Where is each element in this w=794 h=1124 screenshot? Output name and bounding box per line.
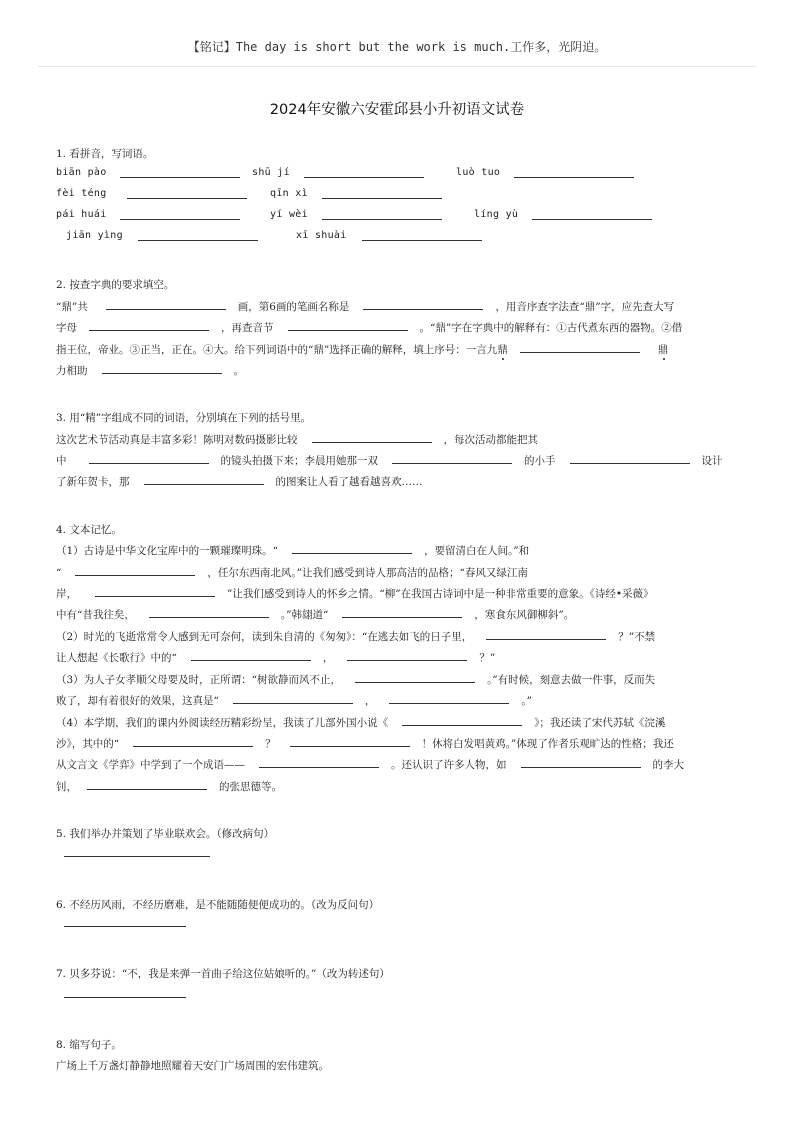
answer-blank[interactable] bbox=[106, 299, 226, 310]
answer-blank[interactable] bbox=[89, 320, 209, 331]
question-1-heading: 1. 看拼音，写词语。 bbox=[56, 148, 154, 160]
answer-blank[interactable] bbox=[75, 565, 195, 576]
pinyin-item: fèi téng bbox=[56, 188, 107, 199]
answer-blank[interactable] bbox=[355, 672, 475, 683]
question-4-line: （3）为人子女孝顺父母要及时，正所谓：“树欲静而风不止， 。”有时候，刻意去做一件事，反而失 bbox=[56, 674, 656, 686]
answer-blank[interactable] bbox=[322, 188, 442, 202]
question-4-line: 败了，却有着很好的效果，这真是“ ， 。” bbox=[56, 695, 532, 707]
header-motto: 【铭记】The day is short but the work is much.工作多，光阴迫。 bbox=[187, 40, 607, 54]
answer-blank[interactable] bbox=[144, 474, 264, 485]
answer-blank[interactable] bbox=[347, 650, 467, 661]
answer-line[interactable] bbox=[64, 846, 210, 860]
answer-blank[interactable] bbox=[392, 453, 512, 464]
pinyin-item: biān pào bbox=[56, 167, 107, 178]
question-6-heading: 6. 不经历风雨，不经历磨难，是不能随随便便成功的。（改为反问句） bbox=[56, 899, 380, 911]
question-5-heading: 5. 我们举办并策划了毕业联欢会。（修改病句） bbox=[56, 828, 275, 840]
question-2-line: 指王位，帝业。③正当，正在。④大。给下列词语中的“鼎”选择正确的解释，填上序号：一言九鼎 鼎 bbox=[56, 344, 669, 356]
answer-blank[interactable] bbox=[127, 188, 247, 202]
question-4-line: 钊， 的张思德等。 bbox=[56, 781, 282, 793]
pinyin-item: xī shuài bbox=[296, 230, 347, 241]
answer-blank[interactable] bbox=[89, 453, 209, 464]
answer-blank[interactable] bbox=[290, 736, 410, 747]
answer-blank[interactable] bbox=[149, 607, 269, 618]
question-4-line: “ ，任尔东西南北风。”让我们感受到诗人那高洁的品格；“春风又绿江南 bbox=[56, 567, 528, 579]
pinyin-item: shū jí bbox=[252, 167, 290, 178]
answer-blank[interactable] bbox=[486, 629, 606, 640]
question-4-line: （2）时光的飞逝常常令人感到无可奈何，读到朱自清的《匆匆》：“在逃去如飞的日子里， ？”不禁 bbox=[56, 631, 656, 643]
answer-line[interactable] bbox=[64, 916, 186, 930]
question-4-line: 岸， ”让我们感受到诗人的怀乡之情。“柳”在我国古诗词中是一种非常重要的意象。《诗经•采薇》 bbox=[56, 588, 654, 600]
answer-blank[interactable] bbox=[520, 342, 640, 353]
question-4-line: 中有“昔我往矣， 。”韩翃道“ ，寒食东风御柳斜”。 bbox=[56, 609, 575, 621]
pinyin-item: líng yù bbox=[474, 209, 519, 220]
question-4-line: 从文言文《学弈》中学到了一个成语—— 。还认识了许多人物，如 的李大 bbox=[56, 759, 684, 771]
question-8-heading: 8. 缩写句子。 bbox=[56, 1039, 122, 1051]
pinyin-item: luò tuo bbox=[456, 167, 501, 178]
answer-blank[interactable] bbox=[259, 757, 379, 768]
question-2-line: “鼎”共 画，第6画的笔画名称是 ，用音序查字法查“鼎”字，应先查大写 bbox=[56, 301, 675, 313]
answer-blank[interactable] bbox=[102, 363, 222, 374]
answer-blank[interactable] bbox=[363, 299, 483, 310]
answer-blank[interactable] bbox=[138, 230, 258, 244]
question-4-line: 让人想起《长歌行》中的“ ， ？” bbox=[56, 652, 496, 664]
answer-blank[interactable] bbox=[570, 453, 690, 464]
question-4-line: （4）本学期，我们的课内外阅读经历精彩纷呈，我读了儿部外国小说《 》；我还读了宋代苏轼《浣溪 bbox=[56, 717, 666, 729]
pinyin-item: yí wèi bbox=[270, 209, 308, 220]
question-3-line: 中 的镜头拍摄下来；李晨用她那一双 的小手 设计 bbox=[56, 455, 723, 467]
question-8-sentence: 广场上千万盏灯静静地照耀着天安门广场周围的宏伟建筑。 bbox=[56, 1060, 329, 1072]
answer-blank[interactable] bbox=[87, 779, 207, 790]
answer-blank[interactable] bbox=[304, 167, 424, 181]
question-2-line: 字母 ，再查音节 。“鼎”字在字典中的解释有：①古代煮东西的器物。②借 bbox=[56, 322, 683, 334]
answer-blank[interactable] bbox=[322, 209, 442, 223]
question-7-heading: 7. 贝多芬说：“不，我是来弹一首曲子给这位姑娘听的。”（改为转述句） bbox=[56, 968, 390, 980]
pinyin-item: pái huái bbox=[56, 209, 107, 220]
answer-blank[interactable] bbox=[532, 209, 652, 223]
question-3-line: 了新年贺卡，那 的图案让人看了越看越喜欢…… bbox=[56, 476, 423, 488]
question-3-heading: 3. 用“精”字组成不同的词语，分别填在下列的括号里。 bbox=[56, 412, 312, 424]
question-4-heading: 4. 文本记忆。 bbox=[56, 524, 122, 536]
pinyin-item: qīn xì bbox=[270, 188, 308, 199]
answer-blank[interactable] bbox=[233, 693, 353, 704]
answer-blank[interactable] bbox=[362, 230, 482, 244]
answer-blank[interactable] bbox=[312, 432, 432, 443]
answer-blank[interactable] bbox=[288, 320, 408, 331]
question-4-line: （1）古诗是中华文化宝库中的一颗璀璨明珠。“ ，要留清白在人间。”和 bbox=[56, 545, 530, 557]
answer-blank[interactable] bbox=[120, 209, 240, 223]
answer-blank[interactable] bbox=[389, 693, 509, 704]
answer-blank[interactable] bbox=[120, 167, 240, 181]
answer-line[interactable] bbox=[64, 987, 186, 1001]
answer-blank[interactable] bbox=[133, 736, 253, 747]
answer-blank[interactable] bbox=[402, 715, 522, 726]
answer-blank[interactable] bbox=[95, 586, 215, 597]
answer-blank[interactable] bbox=[521, 757, 641, 768]
question-2-heading: 2. 按查字典的要求填空。 bbox=[56, 279, 175, 291]
answer-blank[interactable] bbox=[191, 650, 311, 661]
answer-blank[interactable] bbox=[292, 543, 412, 554]
page-title: 2024年安徽六安霍邱县小升初语文试卷 bbox=[269, 102, 525, 118]
question-2-line: 力相助 。 bbox=[56, 365, 244, 377]
header-divider bbox=[38, 66, 756, 67]
answer-blank[interactable] bbox=[342, 607, 462, 618]
question-4-line: 沙》，其中的“ ？ ！休将白发唱黄鸡。”体现了作者乐观旷达的性格；我还 bbox=[56, 738, 674, 750]
answer-blank[interactable] bbox=[514, 167, 634, 181]
pinyin-item: jiān yìng bbox=[66, 230, 123, 241]
question-3-line: 这次艺术节活动真是丰富多彩！陈明对数码摄影比较 ，每次活动都能把其 bbox=[56, 434, 538, 446]
